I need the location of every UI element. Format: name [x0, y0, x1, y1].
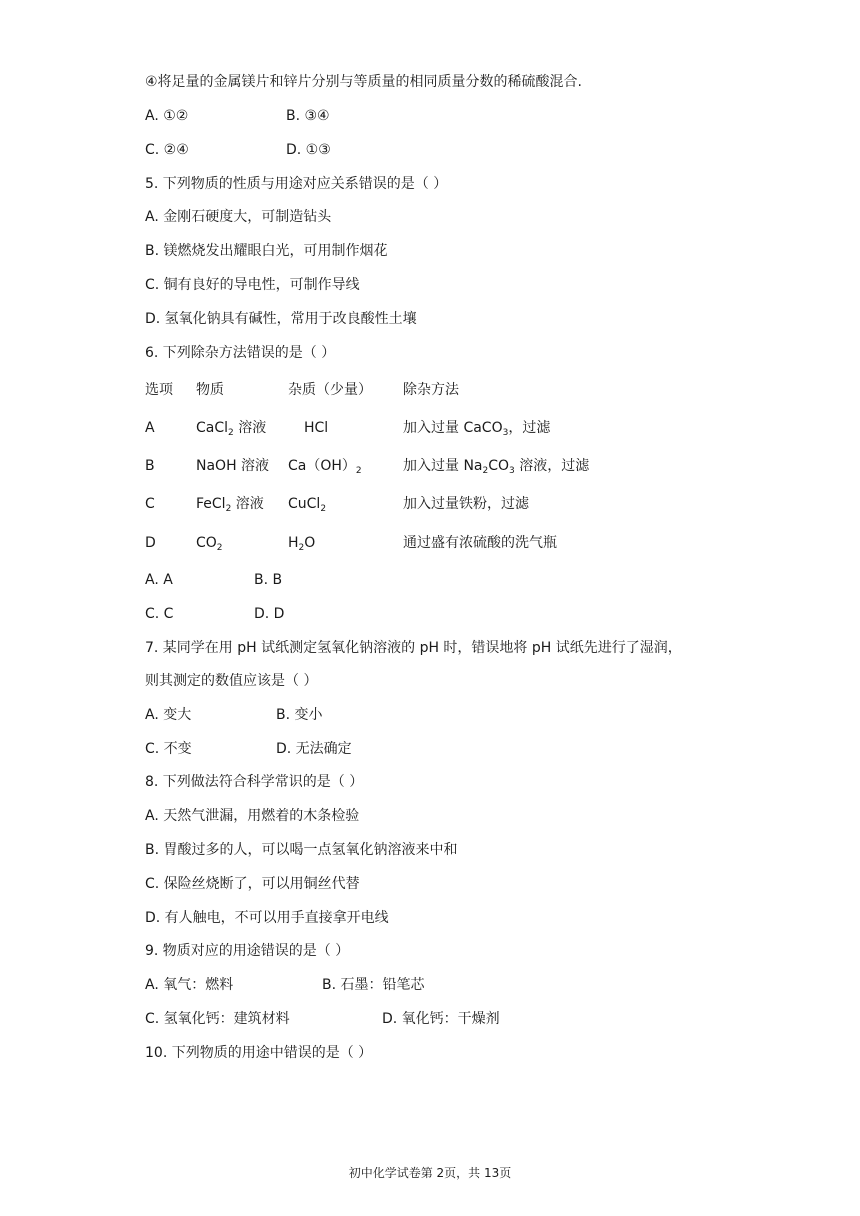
q6-option-b: B. B [254, 572, 283, 588]
q5-option-b: B. 镁燃烧发出耀眼白光，可用制作烟花 [145, 243, 388, 259]
q6-row-d-method: 通过盛有浓硫酸的洗气瓶 [403, 535, 557, 551]
q4-option-a: A. ①② [145, 108, 189, 124]
q6-option-c: C. C [145, 606, 174, 622]
q4-option-d: D. ①③ [286, 142, 331, 158]
q6-header-substance: 物质 [196, 382, 224, 398]
q6-row-b-substance: NaOH 溶液 [196, 458, 270, 474]
q8-option-d: D. 有人触电，不可以用手直接拿开电线 [145, 910, 389, 926]
q6-row-c-substance: FeCl$_2$ 溶液 [196, 496, 264, 514]
q6-stem: 6. 下列除杂方法错误的是（ ） [145, 345, 336, 361]
q6-row-a-option: A [145, 420, 155, 436]
q4-option-b: B. ③④ [286, 108, 330, 124]
q7-option-b: B. 变小 [276, 707, 323, 723]
q9-option-d: D. 氧化钙：干燥剂 [382, 1011, 500, 1027]
q6-row-d-impurity: $H_2O$ [288, 535, 316, 553]
q6-row-d-option: D [145, 535, 156, 551]
q7-option-d: D. 无法确定 [276, 741, 352, 757]
q6-row-a-substance: CaCl$_2$ 溶液 [196, 420, 267, 438]
page-footer: 初中化学试卷第 2页，共 13页 [348, 1166, 512, 1180]
q7-option-c: C. 不变 [145, 741, 192, 757]
q4-statement-4: ④将足量的金属镁片和锌片分别与等质量的相同质量分数的稀硫酸混合. [145, 74, 582, 90]
q8-option-c: C. 保险丝烧断了，可以用铜丝代替 [145, 876, 360, 892]
q9-option-c: C. 氢氧化钙：建筑材料 [145, 1011, 290, 1027]
q5-stem: 5. 下列物质的性质与用途对应关系错误的是（ ） [145, 176, 448, 192]
q7-stem-line2: 则其测定的数值应该是（ ） [145, 673, 318, 689]
q8-option-a: A. 天然气泄漏，用燃着的木条检验 [145, 808, 360, 824]
q5-option-d: D. 氢氧化钠具有碱性，常用于改良酸性土壤 [145, 311, 417, 327]
q5-option-c: C. 铜有良好的导电性，可制作导线 [145, 277, 360, 293]
q6-header-option: 选项 [145, 382, 173, 398]
q6-row-a-impurity: HCl [304, 420, 329, 436]
q6-option-d: D. D [254, 606, 285, 622]
q9-option-a: A. 氧气：燃料 [145, 977, 234, 993]
q6-row-c-impurity: CuCl$_2$ [288, 496, 327, 514]
q5-option-a: A. 金刚石硬度大，可制造钻头 [145, 209, 332, 225]
q6-row-c-option: C [145, 496, 155, 512]
q6-header-method: 除杂方法 [403, 382, 459, 398]
q8-stem: 8. 下列做法符合科学常识的是（ ） [145, 774, 364, 790]
q6-row-b-impurity: $Ca(OH)_2$ [288, 458, 362, 476]
q6-header-impurity: 杂质（少量） [288, 382, 372, 398]
q6-row-b-method: 加入过量 $Na_2CO_3$ 溶液，过滤 [403, 458, 590, 476]
q6-row-c-method: 加入过量铁粉，过滤 [403, 496, 529, 512]
q6-row-a-method: 加入过量 CaCO$_3$，过滤 [403, 420, 551, 438]
q8-option-b: B. 胃酸过多的人，可以喝一点氢氧化钠溶液来中和 [145, 842, 458, 858]
q7-stem-line1: 7. 某同学在用 pH 试纸测定氢氧化钠溶液的 pH 时，错误地将 pH 试纸先进行了湿润， [145, 640, 682, 656]
q10-stem: 10. 下列物质的用途中错误的是（ ） [145, 1045, 373, 1061]
q6-option-a: A. A [145, 572, 173, 588]
q9-option-b: B. 石墨：铅笔芯 [322, 977, 425, 993]
q6-row-b-option: B [145, 458, 155, 474]
q9-stem: 9. 物质对应的用途错误的是（ ） [145, 943, 350, 959]
q6-row-d-substance: $CO_2$ [196, 535, 223, 553]
q4-option-c: C. ②④ [145, 142, 189, 158]
q7-option-a: A. 变大 [145, 707, 192, 723]
